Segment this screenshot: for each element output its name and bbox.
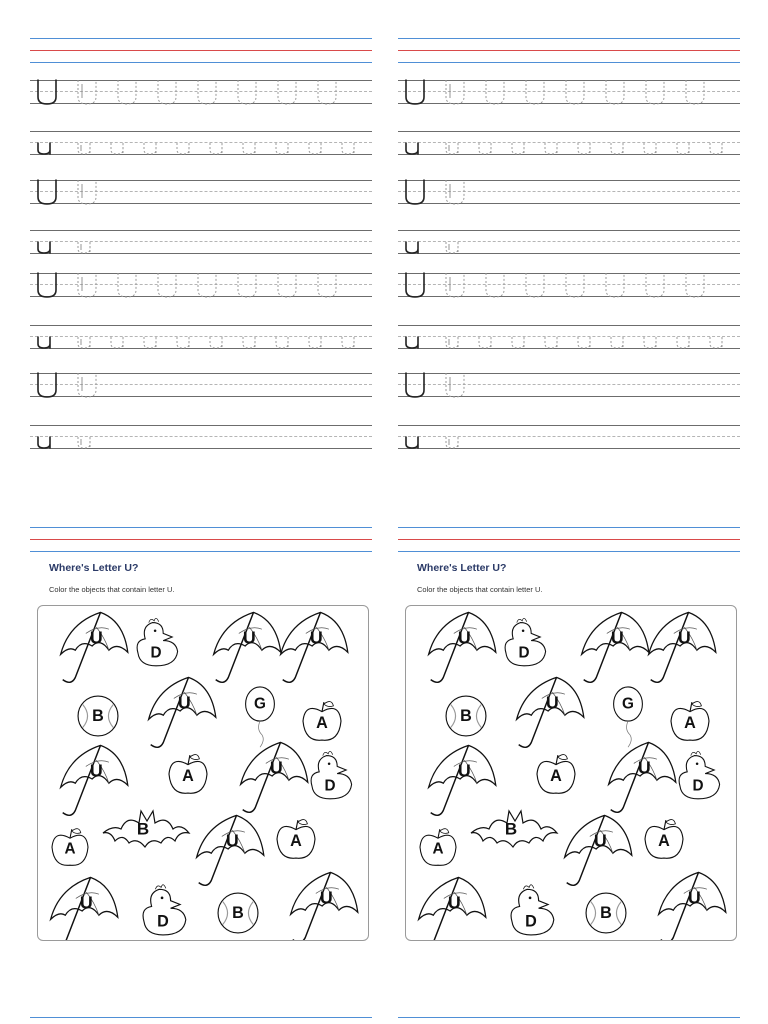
umbrella-U[interactable] xyxy=(582,612,649,682)
apple-leaf xyxy=(440,829,449,834)
activity-svg xyxy=(406,606,736,940)
object-letter: D xyxy=(150,644,162,662)
next-page-rule xyxy=(30,1017,372,1018)
umbrella-U[interactable] xyxy=(429,745,496,815)
object-letter: D xyxy=(157,912,169,931)
object-letter: D xyxy=(324,777,336,795)
object-letter: U xyxy=(637,757,651,778)
object-letter: U xyxy=(687,887,701,908)
apple-leaf xyxy=(692,702,702,707)
object-letter: G xyxy=(254,695,266,713)
duck-eye xyxy=(522,629,525,632)
object-letter: U xyxy=(242,627,256,648)
duck-tuft xyxy=(523,885,533,890)
duck-D[interactable] xyxy=(679,751,720,798)
apple-A[interactable] xyxy=(645,820,683,859)
object-letter: B xyxy=(600,904,612,922)
object-letter: D xyxy=(518,644,530,662)
object-letter: G xyxy=(622,695,634,713)
umbrella-U[interactable] xyxy=(659,872,726,940)
object-letter: B xyxy=(504,819,518,839)
header-rule xyxy=(398,527,740,528)
umbrella-U[interactable] xyxy=(517,677,584,747)
duck-tuft xyxy=(691,751,701,755)
object-letter: U xyxy=(225,830,239,851)
object-letter: U xyxy=(593,830,607,851)
activity-picture-box xyxy=(405,605,737,941)
balloon-string xyxy=(627,721,632,747)
ball-B[interactable] xyxy=(446,696,486,736)
object-letter: U xyxy=(319,887,333,908)
object-letter: D xyxy=(692,777,704,795)
umbrella-U[interactable] xyxy=(649,612,716,682)
ball-B[interactable] xyxy=(586,893,626,933)
bat-B[interactable] xyxy=(471,811,557,847)
umbrella-U[interactable] xyxy=(419,877,486,940)
object-letter: A xyxy=(658,832,670,850)
object-letter: B xyxy=(460,707,472,725)
object-letter: U xyxy=(677,627,691,648)
duck-D[interactable] xyxy=(511,885,554,935)
object-letter: U xyxy=(309,627,323,648)
object-letter: A xyxy=(182,767,194,785)
object-letter: U xyxy=(610,627,624,648)
object-letter: A xyxy=(290,832,302,850)
umbrella-U[interactable] xyxy=(565,815,632,885)
object-letter: U xyxy=(457,627,471,648)
object-letter: A xyxy=(316,714,328,732)
object-letter: B xyxy=(232,904,244,922)
next-page-rule xyxy=(398,1017,740,1018)
umbrella-U[interactable] xyxy=(609,742,676,812)
object-letter: U xyxy=(269,757,283,778)
apple-A[interactable] xyxy=(537,755,575,794)
object-letter: A xyxy=(550,767,562,785)
object-letter: B xyxy=(136,819,150,839)
duck-D[interactable] xyxy=(505,618,545,665)
object-letter: U xyxy=(457,760,471,781)
duck-eye xyxy=(529,897,532,900)
apple-A[interactable] xyxy=(420,829,456,866)
apple-A[interactable] xyxy=(671,702,709,741)
object-letter: A xyxy=(684,714,696,732)
activity-title: Where's Letter U? xyxy=(49,562,139,574)
duck-tuft xyxy=(517,618,527,622)
object-letter: U xyxy=(177,692,191,713)
activity-instruction: Color the objects that contain letter U. xyxy=(417,585,543,594)
object-letter: U xyxy=(79,892,93,913)
object-letter: A xyxy=(64,840,76,858)
apple-leaf xyxy=(558,755,568,760)
activity-title: Where's Letter U? xyxy=(417,562,507,574)
object-letter: U xyxy=(545,692,559,713)
header-rule xyxy=(398,551,740,552)
object-letter: A xyxy=(432,840,444,858)
object-letter: D xyxy=(525,912,537,931)
balloon-G[interactable] xyxy=(614,687,643,747)
duck-eye xyxy=(696,762,699,765)
apple-leaf xyxy=(666,820,676,825)
object-letter: U xyxy=(447,892,461,913)
header-rule xyxy=(398,539,740,540)
activity-instruction: Color the objects that contain letter U. xyxy=(49,585,175,594)
object-letter: B xyxy=(92,707,104,725)
object-letter: U xyxy=(89,760,103,781)
umbrella-U[interactable] xyxy=(429,612,496,682)
object-letter: U xyxy=(89,627,103,648)
